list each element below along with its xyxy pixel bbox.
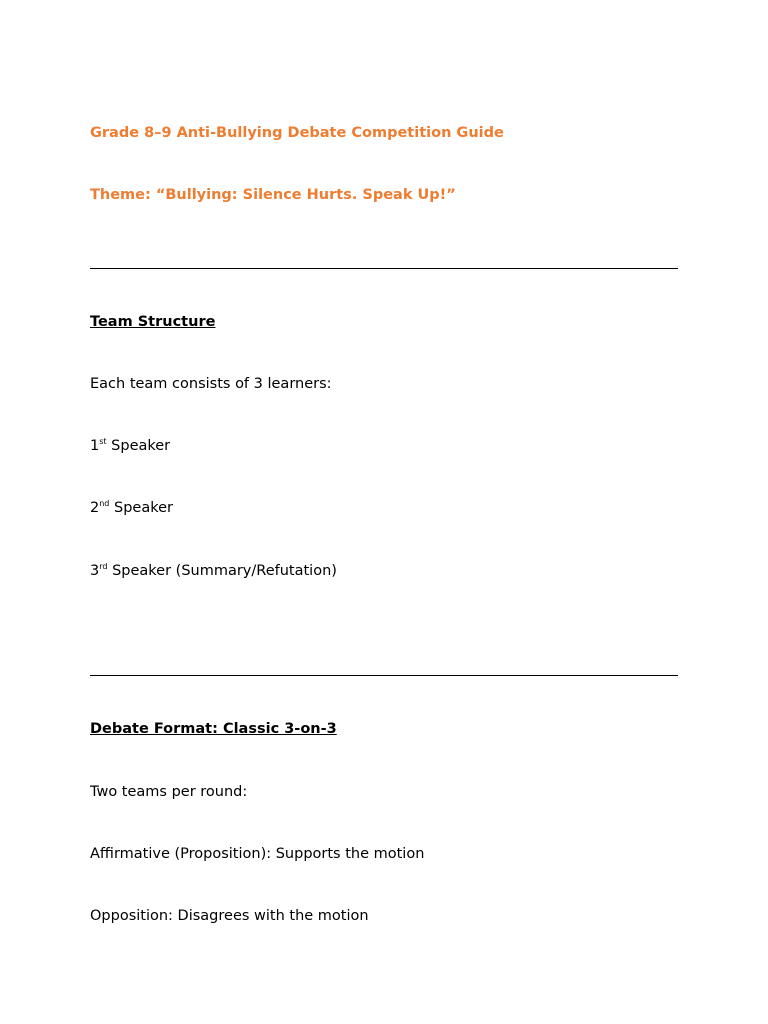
team-structure-heading: Team Structure (90, 314, 216, 330)
speaker-number: 2 (90, 500, 100, 516)
speaker-number: 3 (90, 563, 100, 579)
speaker-ordinal-suffix: st (99, 437, 107, 446)
speaker-item-3 (90, 562, 337, 580)
debate-format-heading: Debate Format: Classic 3-on-3 (90, 721, 337, 737)
horizontal-divider (90, 268, 678, 269)
team-item-affirmative: Affirmative (Proposition): Supports the motion (90, 846, 425, 862)
team-item-opposition: Opposition: Disagrees with the motion (90, 908, 369, 924)
horizontal-divider (90, 675, 678, 676)
document-theme: Theme: “Bullying: Silence Hurts. Speak Up!” (90, 187, 456, 203)
speaker-item-2 (90, 499, 173, 517)
debate-format-intro: Two teams per round: (90, 784, 248, 800)
team-structure-intro: Each team consists of 3 learners: (90, 376, 332, 392)
speaker-ordinal-suffix: nd (99, 499, 110, 508)
speaker-label: Speaker (109, 500, 173, 516)
speaker-label: Speaker (106, 438, 171, 454)
speaker-ordinal-suffix: rd (99, 562, 108, 571)
speaker-item-1 (90, 437, 170, 455)
speaker-label: Speaker (Summary/Refutation) (107, 563, 337, 579)
document-title: Grade 8–9 Anti-Bullying Debate Competition Guide (90, 125, 504, 141)
speaker-number: 1 (90, 438, 100, 454)
